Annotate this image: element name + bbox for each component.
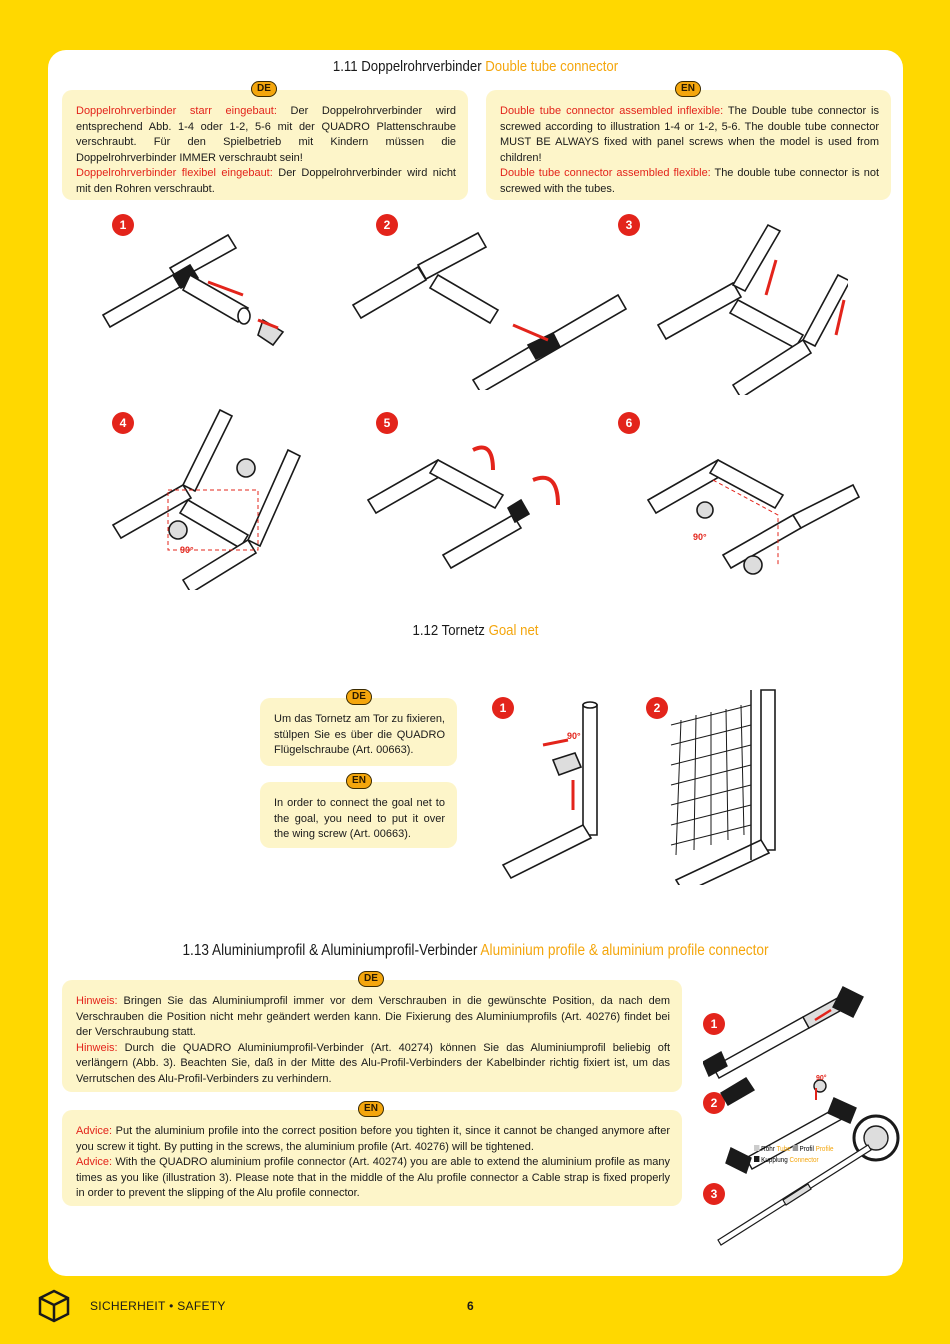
- en-badge: EN: [358, 1101, 384, 1117]
- page-card: [48, 50, 903, 1276]
- footer-label: SICHERHEIT • SAFETY: [90, 1299, 226, 1313]
- de-paragraph-1: Doppelrohrverbinder starr eingebaut: Der Doppelrohrverbinder wird entsprechend Abb. 1-4 oder 1-2, 5-6 mit der QUADRO Plattenschraube verschraubt. Für den Spielbetrieb mit Kindern müssen die Doppelrohrverbinder IMMER verschraubt sein!: [76, 105, 456, 164]
- step-number: 2: [376, 214, 398, 236]
- step-number: 5: [376, 412, 398, 434]
- heading-de: 1.13 Aluminiumprofil & Aluminiumprofil-Verbinder: [182, 942, 478, 959]
- heading-en: Double tube connector: [485, 58, 619, 75]
- step-5-illustration: [363, 430, 583, 570]
- alu-en-paragraph-2: Advice: With the QUADRO aluminium profile connector (Art. 40274) you are able to extend the aluminium profile as many times as you like (illustration 3). Please note that in the middle of the Alu profile connector a Cable strap is fixed properly in order to prevent the slipping of the Alu profile connector.: [76, 1156, 670, 1199]
- page-number: 6: [467, 1299, 474, 1313]
- step-4-illustration: [108, 400, 308, 590]
- en-badge: EN: [675, 81, 701, 97]
- alu-en-paragraph-1: Advice: Put the aluminium profile into the correct position before you tighten it, since it cannot be changed anymore after you screw it tight. By putting in the screws, the aluminium profile (Art. 40276) will be tightened.: [76, 1125, 670, 1153]
- goal-net-de-text: Um das Tornetz am Tor zu fixieren, stülpen Sie es über die QUADRO Flügelschraube (Art. 00663).: [274, 713, 445, 756]
- heading-de: 1.12 Tornetz: [412, 622, 485, 639]
- goal-net-step-1-illustration: [493, 695, 613, 885]
- heading-en: Goal net: [488, 622, 539, 639]
- de-badge: DE: [251, 81, 277, 97]
- en-paragraph-1: Double tube connector assembled inflexible: The Double tube connector is screwed according to illustration 1-4 or 1-2, 5-6. The double tube connector MUST BE ALWAYS fixed with panel screws when the model is used from children!: [500, 105, 880, 164]
- de-text-box: [62, 83, 468, 200]
- alu-de-box: [62, 973, 682, 1092]
- en-paragraph-2: Double tube connector assembled flexible: The double tube connector is not screwed with the tubes.: [500, 167, 880, 195]
- step-number: 1: [112, 214, 134, 236]
- step-number: 1: [703, 1013, 725, 1035]
- step-number: 1: [492, 697, 514, 719]
- alu-de-paragraph-1: Hinweis: Bringen Sie das Aluminiumprofil immer vor dem Verschrauben in die gewünschte Position, da nach dem Verschrauben die Position nicht mehr geändert werden kann. Die Fixierung des Aluminiumprofils (Art. 40276) findet bei der Verschraubung statt.: [76, 995, 670, 1038]
- goal-net-en-box: [260, 775, 457, 848]
- section-heading-1-11: [99, 58, 851, 75]
- goal-net-de-box: [260, 691, 457, 766]
- step-1-illustration: [98, 220, 298, 360]
- step-3-illustration: [648, 215, 848, 395]
- step-number: 6: [618, 412, 640, 434]
- alu-step-3-illustration: [708, 1140, 883, 1250]
- step-number: 4: [112, 412, 134, 434]
- angle-label: 90°: [693, 532, 707, 542]
- quadro-logo-icon: [36, 1288, 72, 1324]
- heading-en: Aluminium profile & aluminium profile connector: [480, 942, 769, 959]
- de-badge: DE: [358, 971, 384, 987]
- step-number: 2: [703, 1092, 725, 1114]
- legend-row-1: Rohr Tube Profil Profile: [754, 1144, 862, 1155]
- step-2-illustration: [348, 225, 638, 390]
- heading-de: 1.11 Doppelrohrverbinder: [332, 58, 482, 75]
- en-badge: EN: [346, 773, 372, 789]
- step-number: 2: [646, 697, 668, 719]
- legend-row-2: Kupplung Connector: [754, 1155, 862, 1166]
- en-text-box: [486, 83, 891, 200]
- step-6-illustration: [643, 425, 863, 585]
- section-heading-1-12: [99, 622, 851, 639]
- step-number: 3: [618, 214, 640, 236]
- step-number: 3: [703, 1183, 725, 1205]
- angle-label: 90°: [567, 731, 581, 741]
- alu-de-paragraph-2: Hinweis: Durch die QUADRO Aluminiumprofil-Verbinder (Art. 40274) können Sie das Aluminiumprofil beliebig oft verlängern (Abb. 3). Beachten Sie, daß in der Mitte des Alu-Profil-Verbinders der Kabelbinder richtig fixiert ist, um das Verrutschen des Alu-Profil-Verbinders zu verhindern.: [76, 1041, 670, 1085]
- goal-net-step-2-illustration: [666, 685, 791, 885]
- goal-net-en-text: In order to connect the goal net to the goal, you need to put it over the wing screw (Art. 00663).: [274, 797, 445, 840]
- angle-label: 90°: [816, 1075, 827, 1082]
- alu-step-1-illustration: [703, 982, 878, 1082]
- alu-en-box: [62, 1103, 682, 1206]
- angle-label: 90°: [180, 545, 194, 555]
- de-paragraph-2: Doppelrohrverbinder flexibel eingebaut: Der Doppelrohrverbinder wird nicht mit den Rohren verschraubt.: [76, 167, 456, 195]
- de-badge: DE: [346, 689, 372, 705]
- section-heading-1-13: [99, 942, 851, 960]
